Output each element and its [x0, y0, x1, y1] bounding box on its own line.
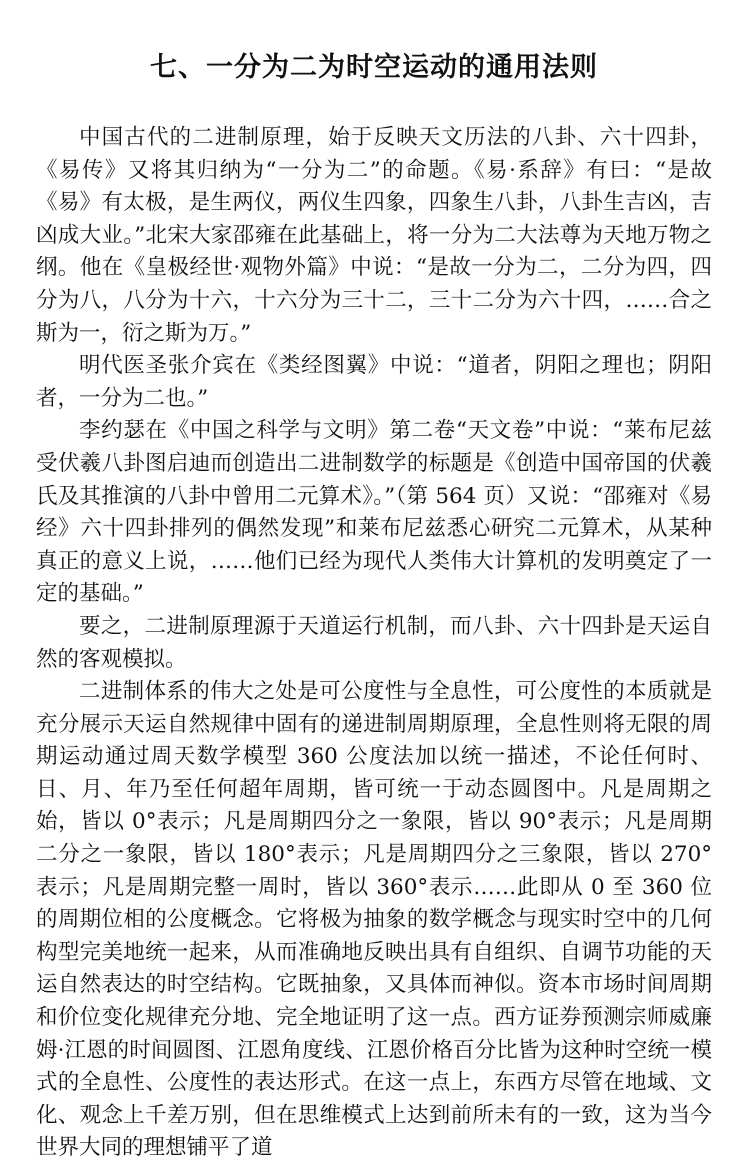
paragraph-binary-origin: 中国古代的二进制原理，始于反映天文历法的八卦、六十四卦，《易传》又将其归纳为“一分为二”的命题。《易·系辞》有曰：“是故《易》有太极，是生两仪，两仪生四象，四象生八卦，八卦生吉凶，吉凶成大业。”北宋大家邵雍在此基础上，将一分为二大法尊为天地万物之纲。他在《皇极经世·观物外篇》中说：“是故一分为二，二分为四，四分为八，八分为十六，十六分为三十二，三十二分为六十四，……合之斯为一，衍之斯为万。”	[36, 125, 712, 346]
paragraph-needham: 李约瑟在《中国之科学与文明》第二卷“天文卷”中说：“莱布尼兹受伏羲八卦图启迪而创造出二进制数学的标题是《创造中国帝国的伏羲氏及其推演的八卦中曾用二元算术》。”（第 564 页）又说：“邵雍对《易经》六十四卦排列的偶然发现”和莱布尼兹悉心研究二元算术，从某种真正的意义上说，……他们已经为现代人类伟大计算机的发明奠定了一定的基础。”	[36, 418, 712, 607]
paragraph-commensurability: 二进制体系的伟大之处是可公度性与全息性，可公度性的本质就是充分展示天运自然规律中固有的递进制周期原理，全息性则将无限的周期运动通过周天数学模型 360 公度法加以统一描述，不论任何时、日、月、年乃至任何超年周期，皆可统一于动态圆图中。凡是周期之始，皆以 0°表示；凡是周期四分之一象限，皆以 90°表示；凡是周期二分之一象限，皆以 180°表示；凡是周期四分之三象限，皆以 270°表示；凡是周期完整一周时，皆以 360°表示……此即从 0 至 360 位的周期位相的公度概念。它将极为抽象的数学概念与现实时空中的几何构型完美地统一起来，从而准确地反映出具有自组织、自调节功能的天运自然表达的时空结构。它既抽象，又具体而神似。资本市场时间周期和价位变化规律充分地、完全地证明了这一点。西方证券预测宗师威廉姆·江恩的时间圆图、江恩角度线、江恩价格百分比皆为这种时空统一模式的全息性、公度性的表达形式。在这一点上，东西方尽管在地域、文化、观念上千差万别，但在思维模式上达到前所未有的一致，这为当今世界大同的理想铺平了道	[36, 679, 712, 1161]
paragraph-zhang-jiebin: 明代医圣张介宾在《类经图翼》中说：“道者，阴阳之理也；阴阳者，一分为二也。”	[36, 353, 712, 411]
paragraph-summary: 要之，二进制原理源于天道运行机制，而八卦、六十四卦是天运自然的客观模拟。	[36, 613, 712, 672]
section-title: 七、一分为二为时空运动的通用法则	[150, 52, 598, 83]
